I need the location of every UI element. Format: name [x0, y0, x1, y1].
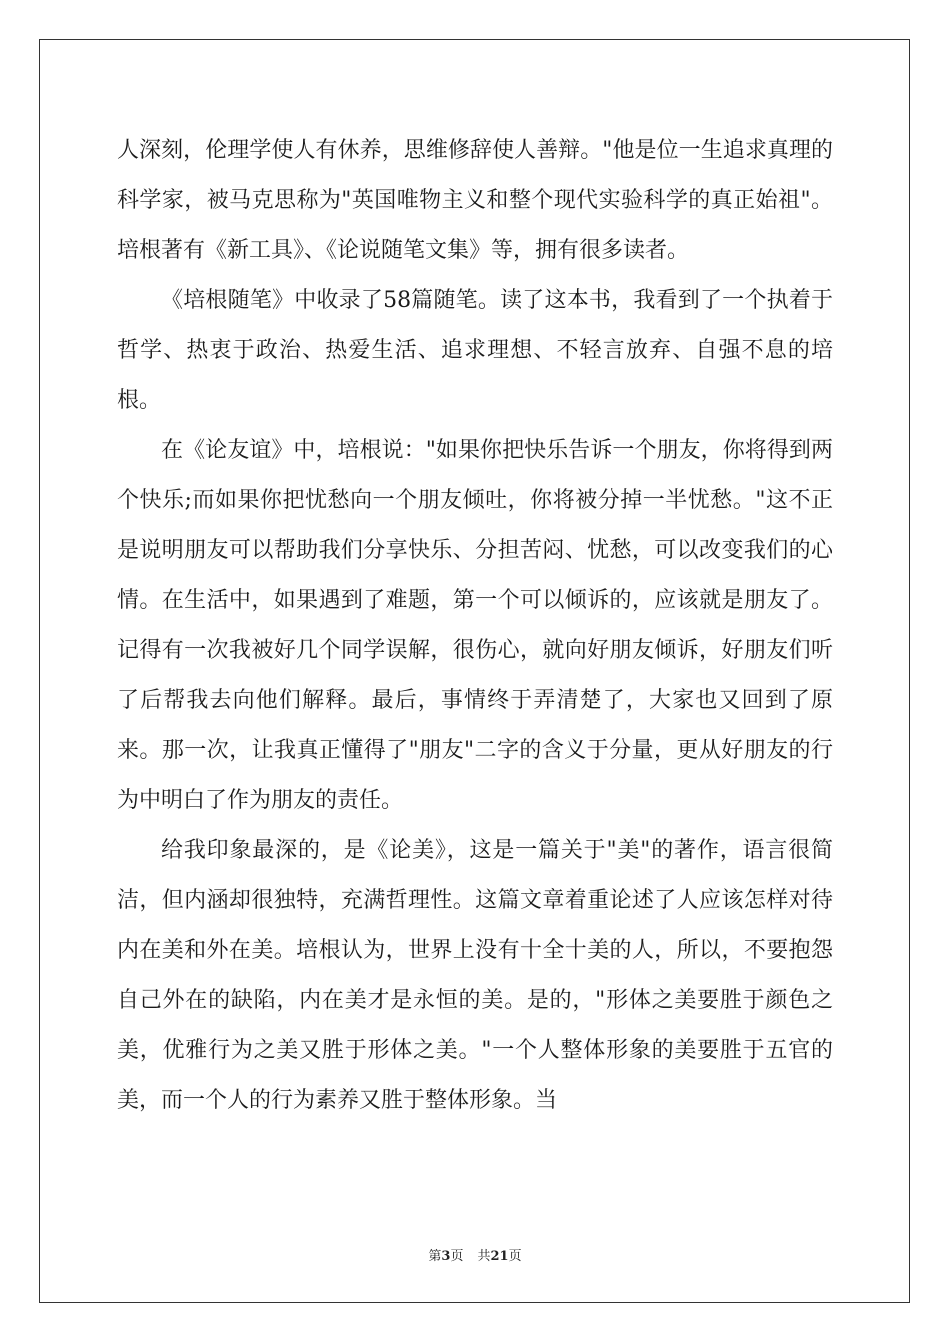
footer-page-unit: 页 — [450, 1249, 464, 1264]
footer-total-prefix: 共 — [477, 1249, 491, 1264]
paragraph-3: 在《论友谊》中，培根说："如果你把快乐告诉一个朋友，你将得到两个快乐;而如果你把忧愁向一个朋友倾吐，你将被分掉一半忧愁。"这不正是说明朋友可以帮助我们分享快乐、分担苦闷、忧愁，可以改变我们的心情。在生活中，如果遇到了难题，第一个可以倾诉的，应该就是朋友了。记得有一次我被好几个同学误解，很伤心，就向好朋友倾诉，好朋友们听了后帮我去向他们解释。最后，事情终于弄清楚了，大家也又回到了原来。那一次，让我真正懂得了"朋友"二字的含义于分量，更从好朋友的行为中明白了作为朋友的责任。 — [117, 438, 833, 813]
footer-page-prefix: 第 — [428, 1249, 442, 1264]
paragraph-2: 《培根随笔》中收录了58篇随笔。读了这本书，我看到了一个执着于哲学、热衷于政治、热爱生活、追求理想、不轻言放弃、自强不息的培根。 — [117, 288, 833, 413]
document-body — [117, 126, 833, 1126]
footer-page-current: 3 — [441, 1249, 451, 1264]
paragraph-4: 给我印象最深的，是《论美》，这是一篇关于"美"的著作，语言很简洁，但内涵却很独特，充满哲理性。这篇文章着重论述了人应该怎样对待内在美和外在美。培根认为，世界上没有十全十美的人，所以，不要抱怨自己外在的缺陷，内在美才是永恒的美。是的，"形体之美要胜于颜色之美，优雅行为之美又胜于形体之美。"一个人整体形象的美要胜于五官的美，而一个人的行为素养又胜于整体形象。当 — [117, 838, 833, 1113]
footer-page-total: 21 — [490, 1249, 509, 1264]
page-footer — [0, 1247, 950, 1267]
footer-total-unit: 页 — [508, 1249, 522, 1264]
paragraph-1: 人深刻，伦理学使人有休养，思维修辞使人善辩。"他是位一生追求真理的科学家，被马克思称为"英国唯物主义和整个现代实验科学的真正始祖"。培根著有《新工具》、《论说随笔文集》等，拥有很多读者。 — [117, 138, 833, 263]
